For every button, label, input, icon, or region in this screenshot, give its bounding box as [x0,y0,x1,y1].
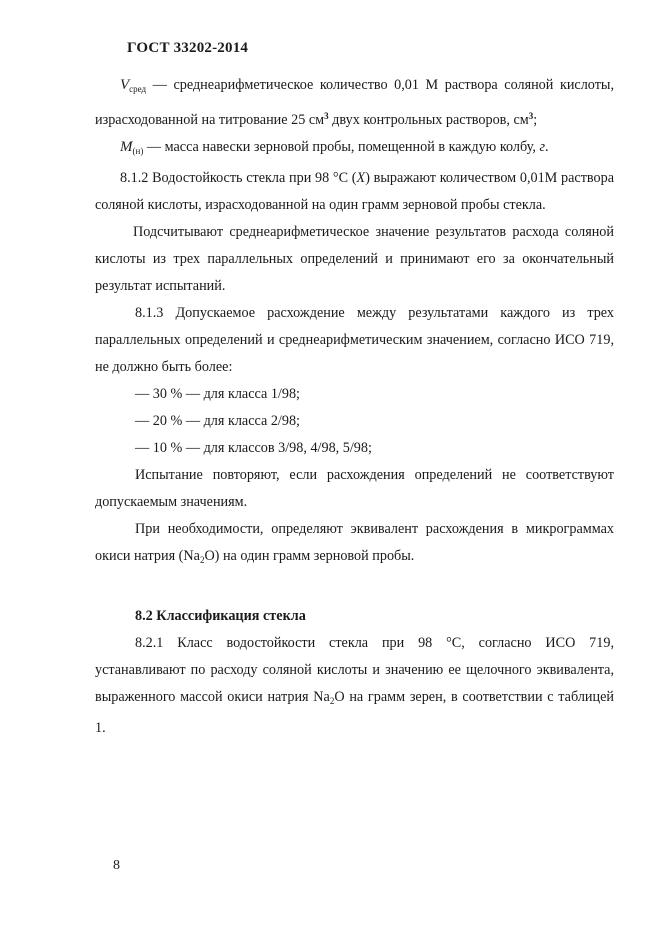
paragraph-calculation: Подсчитывают среднеарифметическое значение результатов расхода соляной кислоты из трех параллельных определений и принимают его за окончательный результат испытаний. [95,224,614,294]
section-heading: 8.2 Классификация стекла [135,608,306,624]
vsred-sup2: 3 [528,111,534,121]
equiv-part2: O) на один грамм зерновой пробы. [204,548,415,564]
mass-subscript: (н) [132,146,144,156]
p812-part1: 8.1.2 Водостойкость стекла при 98 °С ( [120,170,357,186]
document-body [95,72,614,742]
definition-mass [95,134,614,165]
vsred-symbol: V [120,77,130,93]
document-header: ГОСТ 33202-2014 [127,40,249,56]
limit-item: — 30 % — для класса 1/98; [135,386,300,402]
paragraph-repeat: Испытание повторяют, если расхождения определений не соответствуют допускаемым значениям. [95,467,614,510]
mass-symbol: M [120,139,133,155]
limit-item: — 10 % — для классов 3/98, 4/98, 5/98; [135,440,372,456]
definition-vsred [95,72,614,134]
p821-part1: 8.2.1 Класс водостойкости стекла при 98 °С, согласно ИСО 719, устанавливают по расходу соляной кислоты и значению ее щелочного эквивалента, выраженного массой окиси натрия Na [95,635,614,705]
paragraph-equivalent [95,516,614,574]
limit-item: — 20 % — для класса 2/98; [135,413,300,429]
vsred-sup1: 3 [324,111,329,121]
mass-text: — масса навески зерновой пробы, помещенной в каждую колбу, [143,139,540,155]
mass-unit: г [539,139,545,155]
vsred-text: — среднеарифметическое количество 0,01 М раствора соляной кислоты, израсходованной на титрование 25 см [95,77,614,128]
p812-part2: ) выражают количеством 0,01М раствора соляной кислоты, израсходованной на один грамм зерновой пробы стекла. [95,170,614,213]
section-spacer [95,574,614,603]
paragraph-8-1-2 [95,165,614,219]
equiv-sub: 2 [199,555,205,565]
p821-sub: 2 [329,696,335,706]
vsred-subscript: сред [129,84,147,94]
paragraph-8-1-3: 8.1.3 Допускаемое расхождение между результатами каждого из трех параллельных определений и среднеарифметическим значением, согласно ИСО 719, не должно быть более: [95,305,614,375]
mass-end: . [544,139,549,155]
vsred-text-after: двух контрольных растворов, см [328,112,529,128]
p812-var: X [356,170,366,186]
equiv-part1: При необходимости, определяют эквивалент расхождения в микрограммах окиси натрия (Na [95,521,614,564]
paragraph-8-2-1 [95,630,614,742]
page-number: 8 [113,858,120,873]
p821-part2: O на грамм зерен, в соответствии с таблицей 1. [95,689,614,736]
vsred-text-end: ; [533,112,538,128]
limits-list [95,381,614,462]
